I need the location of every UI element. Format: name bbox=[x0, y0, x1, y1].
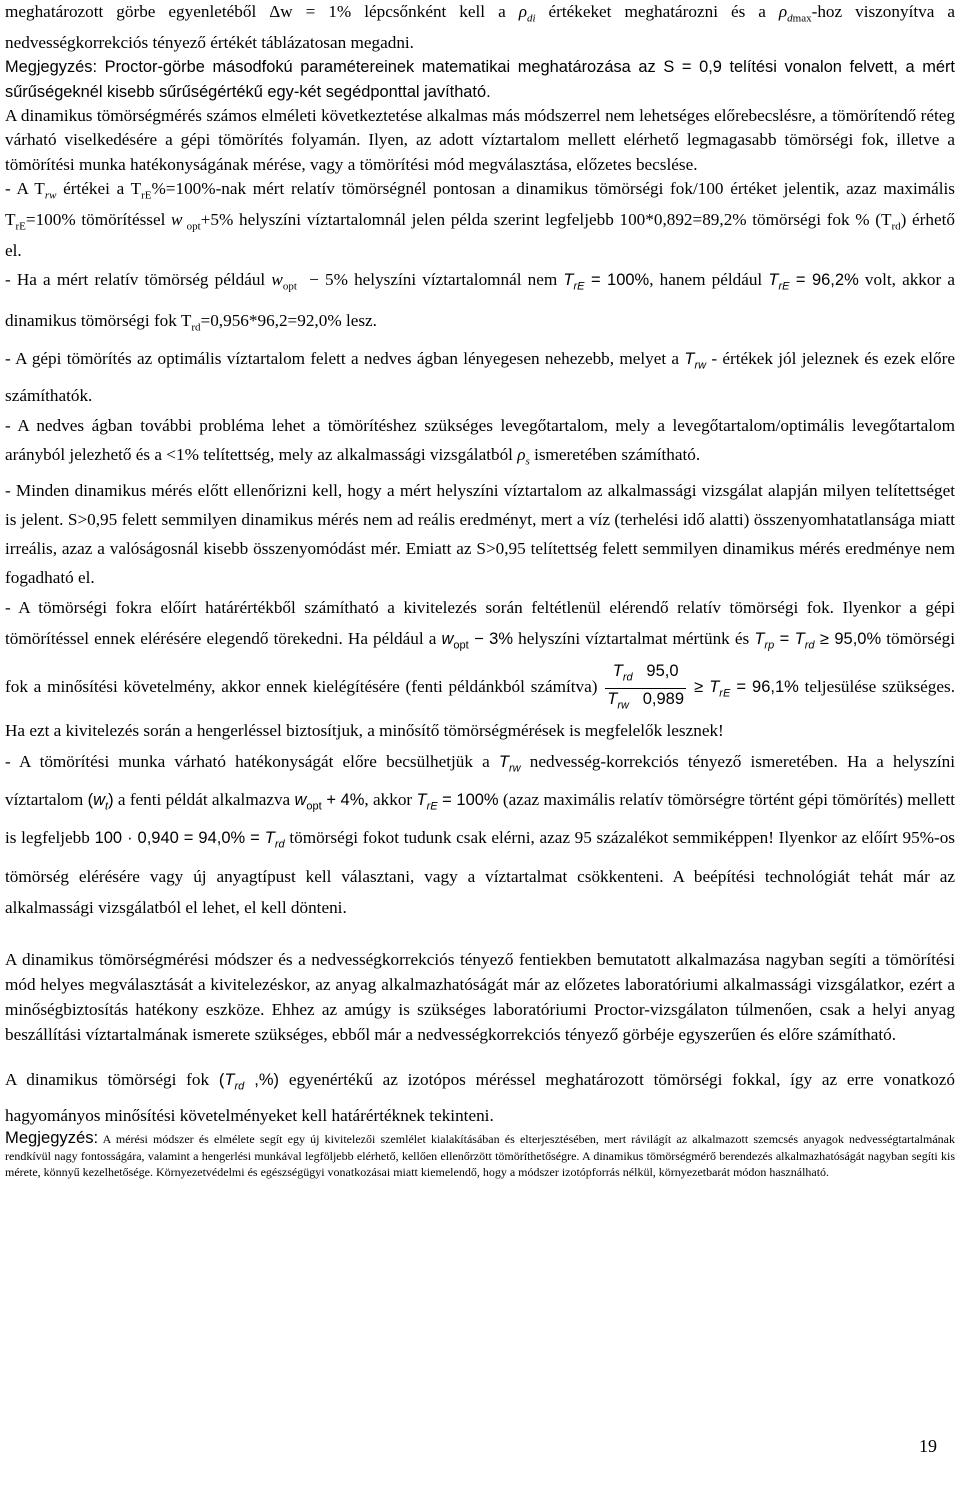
fraction-trd-trw: $\frac{T_{rd} 95,0}{T_{rw} 0,989}$ bbox=[607, 662, 685, 711]
footnote-block bbox=[5, 1130, 955, 1181]
bullet-limit-values: - A tömörségi fokra előírt határértékből számítható a kivitelezés során feltétlenül elérendő relatív tömörségi fok. Ilyenkor a gépi tömörítéssel ennek elérésére elegendő törekedni. Ha például a $w_{opt} - 3\%$ helyszíni víztartalmat mértünk és $T_{rp} = T_{rd} \ge 95,0\%$ tömörségi fok a minősítési követelmény, akkor ennek kielégítésére (fenti példánkból számítva) $\frac{T_{rd} 95,0}{T_{rw} 0,989}$ ≥ $T_{rE} = 96,1\%$ teljesülése szükséges. Ha ezt a kivitelezés során a hengerléssel biztosítjuk, a minősítő tömörségmérések is megfelelők lesznek! bbox=[5, 597, 955, 740]
footnote-line-2: szemcsés anyagok nedvességtartalmának rendkívül nagy fontosságára, valamint a hengerlési munkával legföljebb elérhető, kellően ellenőrzött bbox=[5, 1132, 955, 1163]
spacer bbox=[5, 1047, 955, 1065]
footnote-lead: Megjegyzés: bbox=[5, 1128, 99, 1148]
bullet-machine-compaction: - A gépi tömörítés az optimális víztartalom felett a nedves ágban lényegesen nehezebb, melyet a $T_{rw}$ - értékek jól jeleznek és ezek előre számíthatók. bbox=[5, 349, 955, 405]
paragraph-summary: A dinamikus tömörségmérési módszer és a nedvességkorrekciós tényező fentiekben bemutatott alkalmazása nagyban segíti a tömörítési mód helyes megválasztását a kivitelezéskor, az anyag alkalmazhatóságát már az előzetes laboratóriumi alkalmassági vizsgálatkor, ezért a minőségbiztosítás hatékony eszköze. Ehhez az amúgy is szükséges laboratóriumi Proctor-vizsgálaton túlmenően, csak a helyi anyag beszállítási víztartalmának ismerete szükséges, ebből már a nedvességkorrekciós tényező görbéje egyszerűen és előre számítható. bbox=[5, 949, 955, 1044]
document-page bbox=[5, 0, 955, 1181]
bullet-saturation-check: - Minden dinamikus mérés előtt ellenőrizni kell, hogy a mért helyszíni víztartalom az alkalmassági vizsgálat alapján milyen telítettséget is jelent. S>0,95 felett semmilyen dinamikus mérés nem ad reális eredményt, mert a víz (terhelési idő alatti) összenyomhatatlansága miatt irreális, azaz a valóságosnál kisebb összenyomódást mér. Emiatt az S>0,95 telítettség felett semmilyen dinamikus mérés eredménye nem fogadható el. bbox=[5, 480, 955, 587]
paragraph-intro: meghatározott görbe egyenletéből Δw = 1% lépcsőnként kell a $\rho_{di}$ értékeket meghatározni és a $\rho_{dmax}$-hoz viszonyítva a nedvességkorrekciós tényező értékét táblázatosan megadni. bbox=[5, 2, 955, 52]
footnote-line-1: A mérési módszer és elmélete segít egy új kivitelezői szemlélet kialakításában és elterjesztésében, mert rávilágít az alkalmazott bbox=[102, 1132, 749, 1147]
bullet-trw-values: - A $T_{rw}$ értékei a $T_{rE}\%=100\%$-nak mért relatív tömörségnél pontosan a dinamikus tömörségi fok/100 értéket jelentik, azaz maximális $T_{rE}=100\%$ tömörítéssel w $_{opt}$+5% helyszíni víztartalomnál jelen példa szerint legfeljebb 100*0,892=89,2% tömörségi fok % $(T_{rd})$ érhető el. bbox=[5, 179, 955, 260]
bullet-measured-relative: - Ha a mért relatív tömörség például $w_{opt} - 5\%$ helyszíni víztartalomnál nem $T_{rE} = 100\%$, hanem például $T_{rE} = 96,2\%$ volt, akkor a dinamikus tömörségi fok $T_{rd}=0,956*96,2=92,0\%$ lesz. bbox=[5, 270, 955, 334]
paragraph-note-proctor: Megjegyzés: Proctor-görbe másodfokú paramétereinek matematikai meghatározása az S = 0,9 telítési vonalon felvett, a mért sűrűségeknél kisebb sűrűségértékű egy-két segédponttal javítható. bbox=[5, 58, 955, 101]
paragraph-dynamic-measurement: A dinamikus tömörségmérés számos elméleti következtetése alkalmas más módszerrel nem lehetséges előrebecslésre, a tömörítendő réteg várható viselkedésére a gépi tömörítés folyamán. Ilyen, az adott víztartalom mellett elérhető legmagasabb tömörségi fok, illetve a tömörítési munka hatékonyságának mérése, vagy a tömörítési mód megválasztása, előzetes becslése. bbox=[5, 106, 955, 174]
spacer bbox=[5, 923, 955, 947]
paragraph-equivalence: A dinamikus tömörségi fok ($T_{rd}$ ,%) egyenértékű az izotópos méréssel meghatározott tömörségi fokkal, így az erre vonatkozó hagyományos minősítési követelményeket kell határértéknek tekinteni. bbox=[5, 1069, 955, 1126]
page-number: 19 bbox=[919, 1436, 937, 1456]
footnote-line-3: tömöríthetőségre. A dinamikus tömörségmérő berendezés alkalmazhatóságát nagyban segíti kis mérete, könnyű kezelhetősége. Környezetvédelmi bbox=[5, 1148, 955, 1180]
footnote-line-4: és egészségügyi vonatkozásai miatt kiemelendő, hogy a módszer izotópforrás nélkül, környezetbarát módon használható. bbox=[247, 1165, 830, 1180]
bullet-efficiency: - A tömörítési munka várható hatékonyságát előre becsülhetjük a $T_{rw}$ nedvesség-korrekciós tényező ismeretében. Ha a helyszíni víztartalom $(w_t)$ a fenti példát alkalmazva $w_{opt} + 4\%$, akkor $T_{rE} = 100\%$ (azaz maximális relatív tömörségre történt gépi tömörítés) mellett is legfeljebb $100 \cdot 0,940 = 94,0\% = T_{rd}$ tömörségi fokot tudunk csak elérni, azaz 95 százalékot semmiképpen! Ilyenkor az előírt 95%-os tömörség elérésére vagy új anyagtípust kell választani, vagy a víztartalmat csökkenteni. A beépítési technológiát tehát már az alkalmassági vizsgálatból el lehet, el kell dönteni. bbox=[5, 751, 955, 917]
bullet-wet-branch: - A nedves ágban további probléma lehet a tömörítéshez szükséges levegőtartalom, mely a levegőtartalom/optimális levegőtartalom arányból jelezhető és a <1% telítettség, mely az alkalmassági vizsgálatból $\rho_s$ ismeretében számítható. bbox=[5, 415, 955, 467]
